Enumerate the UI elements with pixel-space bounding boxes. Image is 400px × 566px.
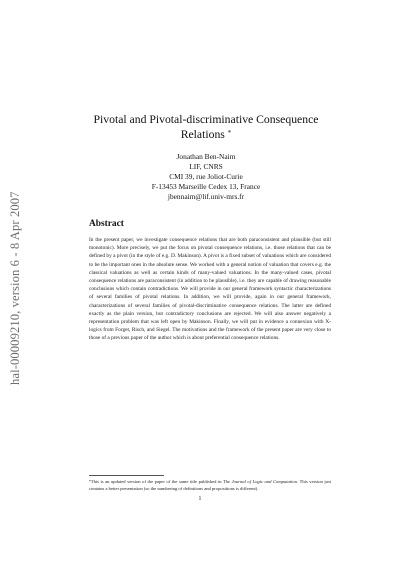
footnote-mark: * — [89, 480, 91, 484]
abstract-heading: Abstract — [89, 219, 124, 229]
paper-title-line-2-text: Relations — [180, 128, 225, 141]
paper-title — [78, 112, 334, 142]
paper-title-line-1: Pivotal and Pivotal-discriminative Consequence — [93, 113, 319, 126]
footnote-divider — [89, 475, 164, 476]
author-address-line-1: CMI 39, rue Joliot-Curie — [169, 172, 243, 181]
hal-identifier-stamp: hal-00009210, version 6 - 8 Apr 2007 — [8, 191, 22, 385]
footnote-journal-title: The Journal of Logic and Computation — [223, 479, 297, 484]
author-block — [128, 152, 284, 202]
title-footnote — [89, 479, 331, 493]
author-address-line-2: F-13453 Marseille Cedex 13, France — [151, 182, 261, 191]
author-lab: LIF, CNRS — [189, 162, 223, 171]
author-name: Jonathan Ben-Naim — [176, 152, 236, 161]
footnote-text-after: . This version just contains a better presentation (so the numbering of definitions and propositions is different). — [89, 479, 332, 491]
title-footnote-mark: * — [227, 129, 232, 137]
footnote-text-before: This is an updated version of the paper of the same title published in — [90, 479, 224, 484]
paper-title-line-2 — [78, 127, 334, 142]
abstract-body: In the present paper, we investigate consequence relations that are both paraconsistent and plausible (but still monotonic). More precisely, we put the focus on pivotal consequence relations, i.e. those relations that can be defined by a pivot (in the style of e.g. D. Makinson). A pivot is a fixed subset of valuations which are considered to be the important ones in the absolute sense. We worked with a general notion of valuation that covers e.g. the classical valuations as well as certain kinds of many-valued valuations. In the many-valued cases, pivotal consequence relations are paraconsistent (in addition to be plausible), i.e. they are capable of drawing reasonable conclusions which contain contradictions. We will provide in our general framework syntactic characterizations of several families of pivotal relations. In addition, we will provide, again in our general framework, characterizations of several families of pivotal-discriminative consequence relations. The latter are defined exactly as the plain version, but contradictory conclusions are rejected. We will also answer negatively a representation problem that was left open by Makinson. Finally, we will put in evidence a connexion with X-logics from Forget, Risch, and Siegel. The motivations and the framework of the present paper are very close to those of a previous paper of the author which is about preferential consequence relations. — [89, 237, 331, 342]
page-number: 1 — [198, 496, 202, 502]
author-email: jbennaim@lif.univ-mrs.fr — [167, 192, 245, 201]
